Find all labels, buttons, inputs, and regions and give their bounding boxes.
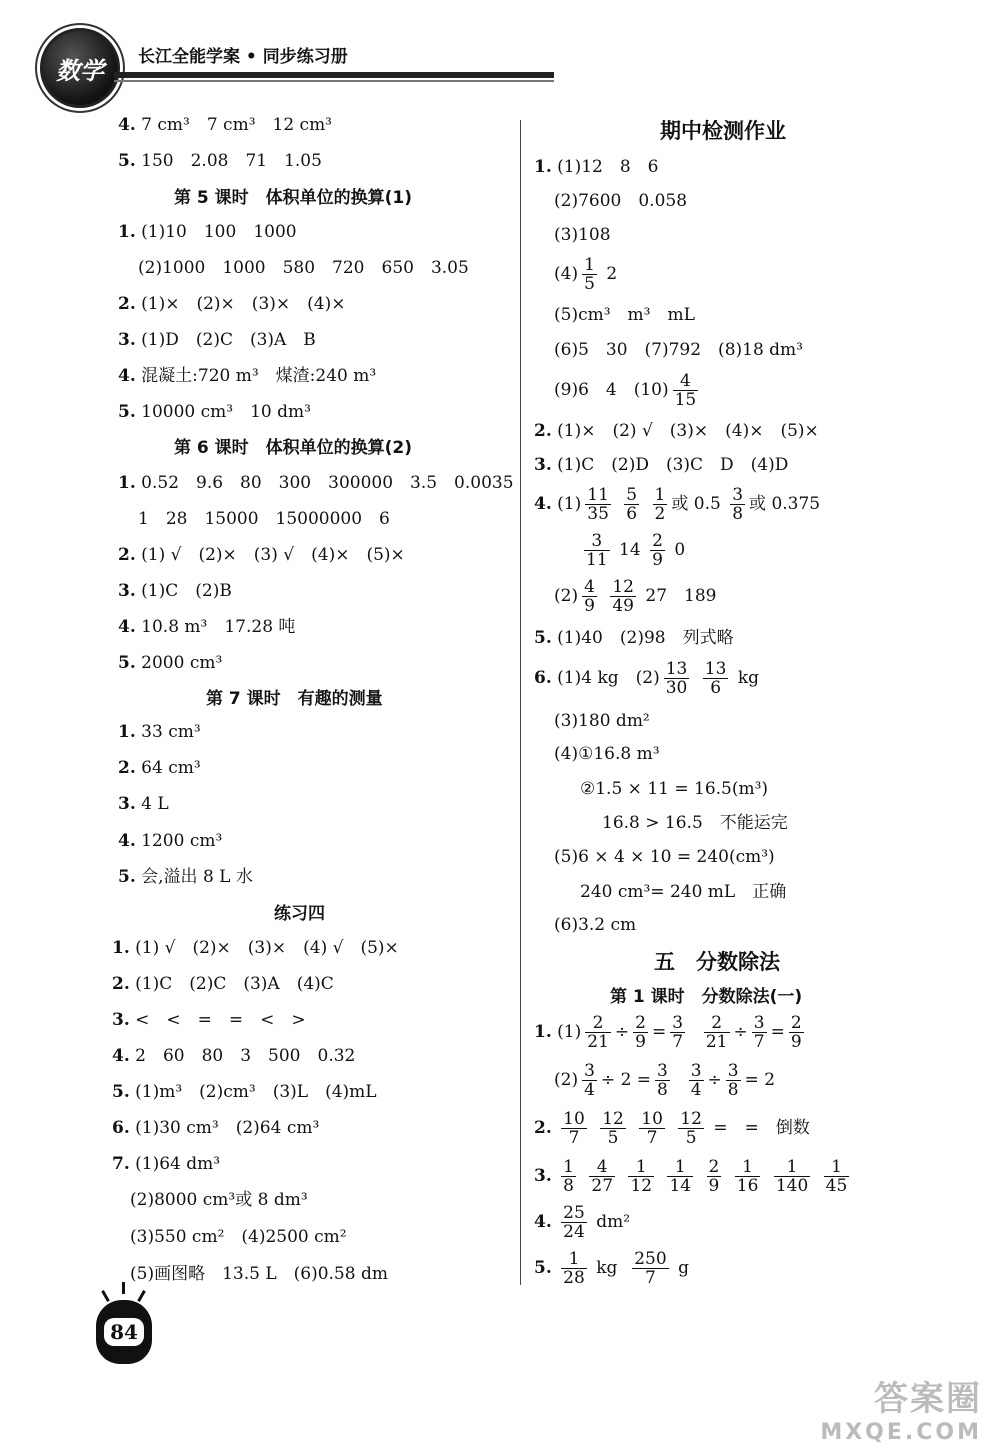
- answer-line: 5. 会,溢出 8 L 水: [118, 867, 253, 887]
- answer-line: (2)1000 1000 580 720 650 3.05: [138, 258, 469, 278]
- answer-line: 3. (1)D (2)C (3)A B: [118, 330, 316, 350]
- section-title: 期中检测作业: [660, 119, 786, 143]
- answer-line: $\frac{3}{11}$ 14 $\frac{2}{9}$ 0: [586, 531, 686, 570]
- fraction: $\frac{3}{8}$: [732, 485, 744, 524]
- fraction: $\frac{11}{35}$: [587, 485, 609, 524]
- answer-line: 4. 1200 cm³: [118, 831, 223, 851]
- fraction: $\frac{3}{11}$: [586, 531, 608, 570]
- answer-line: 1. (1) $\frac{2}{21}$ ÷ $\frac{2}{9}$ = $\frac{3}{7}$ $\frac{2}{21}$ ÷ $\frac{3}{7}$ = $\frac{2}{9}$: [534, 1013, 802, 1052]
- answer-line: 2. 64 cm³: [118, 758, 201, 778]
- answer-line: (4) $\frac{1}{5}$ 2: [554, 255, 618, 294]
- fraction: $\frac{5}{6}$: [626, 485, 638, 524]
- fraction: $\frac{4}{9}$: [584, 577, 595, 616]
- answer-line: 3. 4 L: [118, 794, 169, 814]
- sparkle-icon: [101, 1290, 110, 1302]
- fraction: $\frac{25}{24}$: [563, 1203, 585, 1242]
- answer-line: (2)7600 0.058: [554, 191, 688, 211]
- fraction: $\frac{2}{21}$: [587, 1013, 609, 1052]
- answer-line: (6)3.2 cm: [554, 915, 637, 935]
- fraction: $\frac{12}{5}$: [680, 1109, 702, 1148]
- fraction: $\frac{1}{5}$: [584, 255, 595, 294]
- fraction: $\frac{10}{7}$: [563, 1109, 585, 1148]
- answer-line: 4. 2 60 80 3 500 0.32: [112, 1046, 356, 1066]
- fraction: $\frac{3}{4}$: [690, 1061, 702, 1100]
- lesson-heading: 第 6 课时 体积单位的换算(2): [174, 438, 413, 458]
- fraction: $\frac{2}{21}$: [705, 1013, 728, 1052]
- fraction: $\frac{1}{140}$: [775, 1157, 809, 1196]
- fraction: $\frac{2}{9}$: [790, 1013, 802, 1052]
- fraction: $\frac{3}{7}$: [753, 1013, 765, 1052]
- answer-line: 1. (1)10 100 1000: [118, 222, 297, 242]
- answer-line: 3. (1)C (2)D (3)C D (4)D: [534, 455, 789, 475]
- lesson-heading: 第 7 课时 有趣的测量: [206, 689, 383, 709]
- answer-line: 4. 混凝土:720 m³ 煤渣:240 m³: [118, 366, 377, 386]
- lesson-heading: 第 5 课时 体积单位的换算(1): [174, 188, 413, 208]
- page-number: 84: [104, 1318, 144, 1346]
- answer-line: 2. (1)× (2)× (3)× (4)×: [118, 294, 346, 314]
- answer-line: (4)①16.8 m³: [554, 744, 660, 764]
- fraction: $\frac{13}{30}$: [665, 659, 688, 698]
- fraction: $\frac{1}{28}$: [563, 1249, 585, 1288]
- answer-line: 5. 10000 cm³ 10 dm³: [118, 402, 311, 422]
- lesson-heading: 第 1 课时 分数除法(一): [610, 987, 803, 1007]
- answer-line: 5. (1)m³ (2)cm³ (3)L (4)mL: [112, 1082, 377, 1102]
- fraction: $\frac{1}{14}$: [669, 1157, 692, 1196]
- answer-line: ②1.5 × 11 = 16.5(m³): [580, 779, 769, 799]
- answer-line: (2) $\frac{4}{9}$ $\frac{12}{49}$ 27 189: [554, 577, 717, 616]
- answer-line: 4. $\frac{25}{24}$ dm²: [534, 1203, 631, 1242]
- answer-line: 6. (1)4 kg (2) $\frac{13}{30}$ $\frac{13}{6}$ kg: [534, 659, 760, 698]
- answer-line: 5. (1)40 (2)98 列式略: [534, 628, 734, 648]
- fraction: $\frac{12}{5}$: [602, 1109, 624, 1148]
- answer-line: 1. 0.52 9.6 80 300 300000 3.5 0.0035: [118, 473, 514, 493]
- answer-line: 3. < < = = < >: [112, 1010, 306, 1030]
- fraction: $\frac{3}{8}$: [727, 1061, 739, 1100]
- fraction: $\frac{4}{27}$: [591, 1157, 614, 1196]
- answer-line: (3)108: [554, 225, 611, 245]
- answer-line: 16.8 > 16.5 不能运完: [602, 813, 788, 833]
- answer-line: (2)8000 cm³或 8 dm³: [130, 1190, 308, 1210]
- fraction: $\frac{250}{7}$: [634, 1249, 667, 1288]
- answer-line: (5)cm³ m³ mL: [554, 305, 695, 325]
- answer-line: 4. 10.8 m³ 17.28 吨: [118, 617, 296, 637]
- fraction: $\frac{2}{9}$: [652, 531, 663, 570]
- fraction: $\frac{1}{8}$: [563, 1157, 574, 1196]
- answer-line: 1. 33 cm³: [118, 722, 201, 742]
- fraction: $\frac{2}{9}$: [708, 1157, 720, 1196]
- answer-line: 2. (1) √ (2)× (3) √ (4)× (5)×: [118, 545, 405, 565]
- fraction: $\frac{1}{2}$: [654, 485, 666, 524]
- chapter-heading: 五 分数除法: [654, 950, 780, 974]
- fraction: $\frac{1}{16}$: [736, 1157, 759, 1196]
- watermark-top: 答案圈: [874, 1379, 982, 1419]
- lesson-heading: 练习四: [274, 904, 325, 924]
- sparkle-icon: [122, 1282, 125, 1294]
- fraction: $\frac{3}{8}$: [657, 1061, 668, 1100]
- answer-line: (9)6 4 (10) $\frac{4}{15}$: [554, 371, 697, 410]
- fraction: $\frac{1}{12}$: [630, 1157, 653, 1196]
- fraction: $\frac{12}{49}$: [612, 577, 634, 616]
- fraction: $\frac{4}{15}$: [674, 371, 697, 410]
- fraction: $\frac{2}{9}$: [635, 1013, 646, 1052]
- answer-line: 240 cm³= 240 mL 正确: [580, 882, 787, 902]
- column-divider: [520, 120, 521, 1285]
- answer-line: 7. (1)64 dm³: [112, 1154, 221, 1174]
- fraction: $\frac{3}{7}$: [672, 1013, 684, 1052]
- answer-line: (6)5 30 (7)792 (8)18 dm³: [554, 340, 803, 360]
- fraction: $\frac{3}{4}$: [584, 1061, 595, 1100]
- answer-line: (3)550 cm² (4)2500 cm²: [130, 1227, 347, 1247]
- answer-line: 5. 2000 cm³: [118, 653, 223, 673]
- page-header: [40, 28, 520, 98]
- fraction: $\frac{1}{45}$: [825, 1157, 848, 1196]
- answer-line: 6. (1)30 cm³ (2)64 cm³: [112, 1118, 320, 1138]
- book-title: 长江全能学案 • 同步练习册: [138, 47, 348, 67]
- answer-line: 1. (1) √ (2)× (3)× (4) √ (5)×: [112, 938, 399, 958]
- header-rule: [114, 72, 554, 78]
- answer-line: (3)180 dm²: [554, 711, 650, 731]
- answer-line: (2) $\frac{3}{4}$ ÷ 2 = $\frac{3}{8}$ $\frac{3}{4}$ ÷ $\frac{3}{8}$ = 2: [554, 1061, 776, 1100]
- answer-line: 2. (1)× (2) √ (3)× (4)× (5)×: [534, 421, 819, 441]
- fraction: $\frac{10}{7}$: [641, 1109, 663, 1148]
- answer-line: 4. (1) $\frac{11}{35}$ $\frac{5}{6}$ $\frac{1}{2}$ 或 0.5 $\frac{3}{8}$ 或 0.375: [534, 485, 821, 524]
- watermark-bottom: MXQE.COM: [820, 1420, 982, 1445]
- watermark: [820, 1371, 982, 1445]
- answer-line: 3. $\frac{1}{8}$ $\frac{4}{27}$ $\frac{1}{12}$ $\frac{1}{14}$ $\frac{2}{9}$ $\frac{1}{16}$ $\frac{1}{140}$ $\frac{1}{45}$: [534, 1157, 848, 1196]
- answer-line: 4. 7 cm³ 7 cm³ 12 cm³: [118, 115, 332, 135]
- answer-line: 5. $\frac{1}{28}$ kg $\frac{250}{7}$ g: [534, 1249, 689, 1288]
- answer-line: 1 28 15000 15000000 6: [138, 509, 390, 529]
- answer-line: (5)6 × 4 × 10 = 240(cm³): [554, 847, 775, 867]
- answer-line: (5)画图略 13.5 L (6)0.58 dm: [130, 1264, 388, 1284]
- answer-line: 2. $\frac{10}{7}$ $\frac{12}{5}$ $\frac{10}{7}$ $\frac{12}{5}$ = = 倒数: [534, 1109, 810, 1148]
- subject-badge-label: 数学: [56, 57, 104, 85]
- subject-badge: [40, 28, 120, 108]
- answer-line: 5. 150 2.08 71 1.05: [118, 151, 322, 171]
- sparkle-icon: [137, 1290, 146, 1302]
- answer-line: 3. (1)C (2)B: [118, 581, 232, 601]
- fraction: $\frac{13}{6}$: [704, 659, 727, 698]
- header-rule-thin: [114, 80, 554, 82]
- answer-line: 1. (1)12 8 6: [534, 157, 659, 177]
- answer-line: 2. (1)C (2)C (3)A (4)C: [112, 974, 334, 994]
